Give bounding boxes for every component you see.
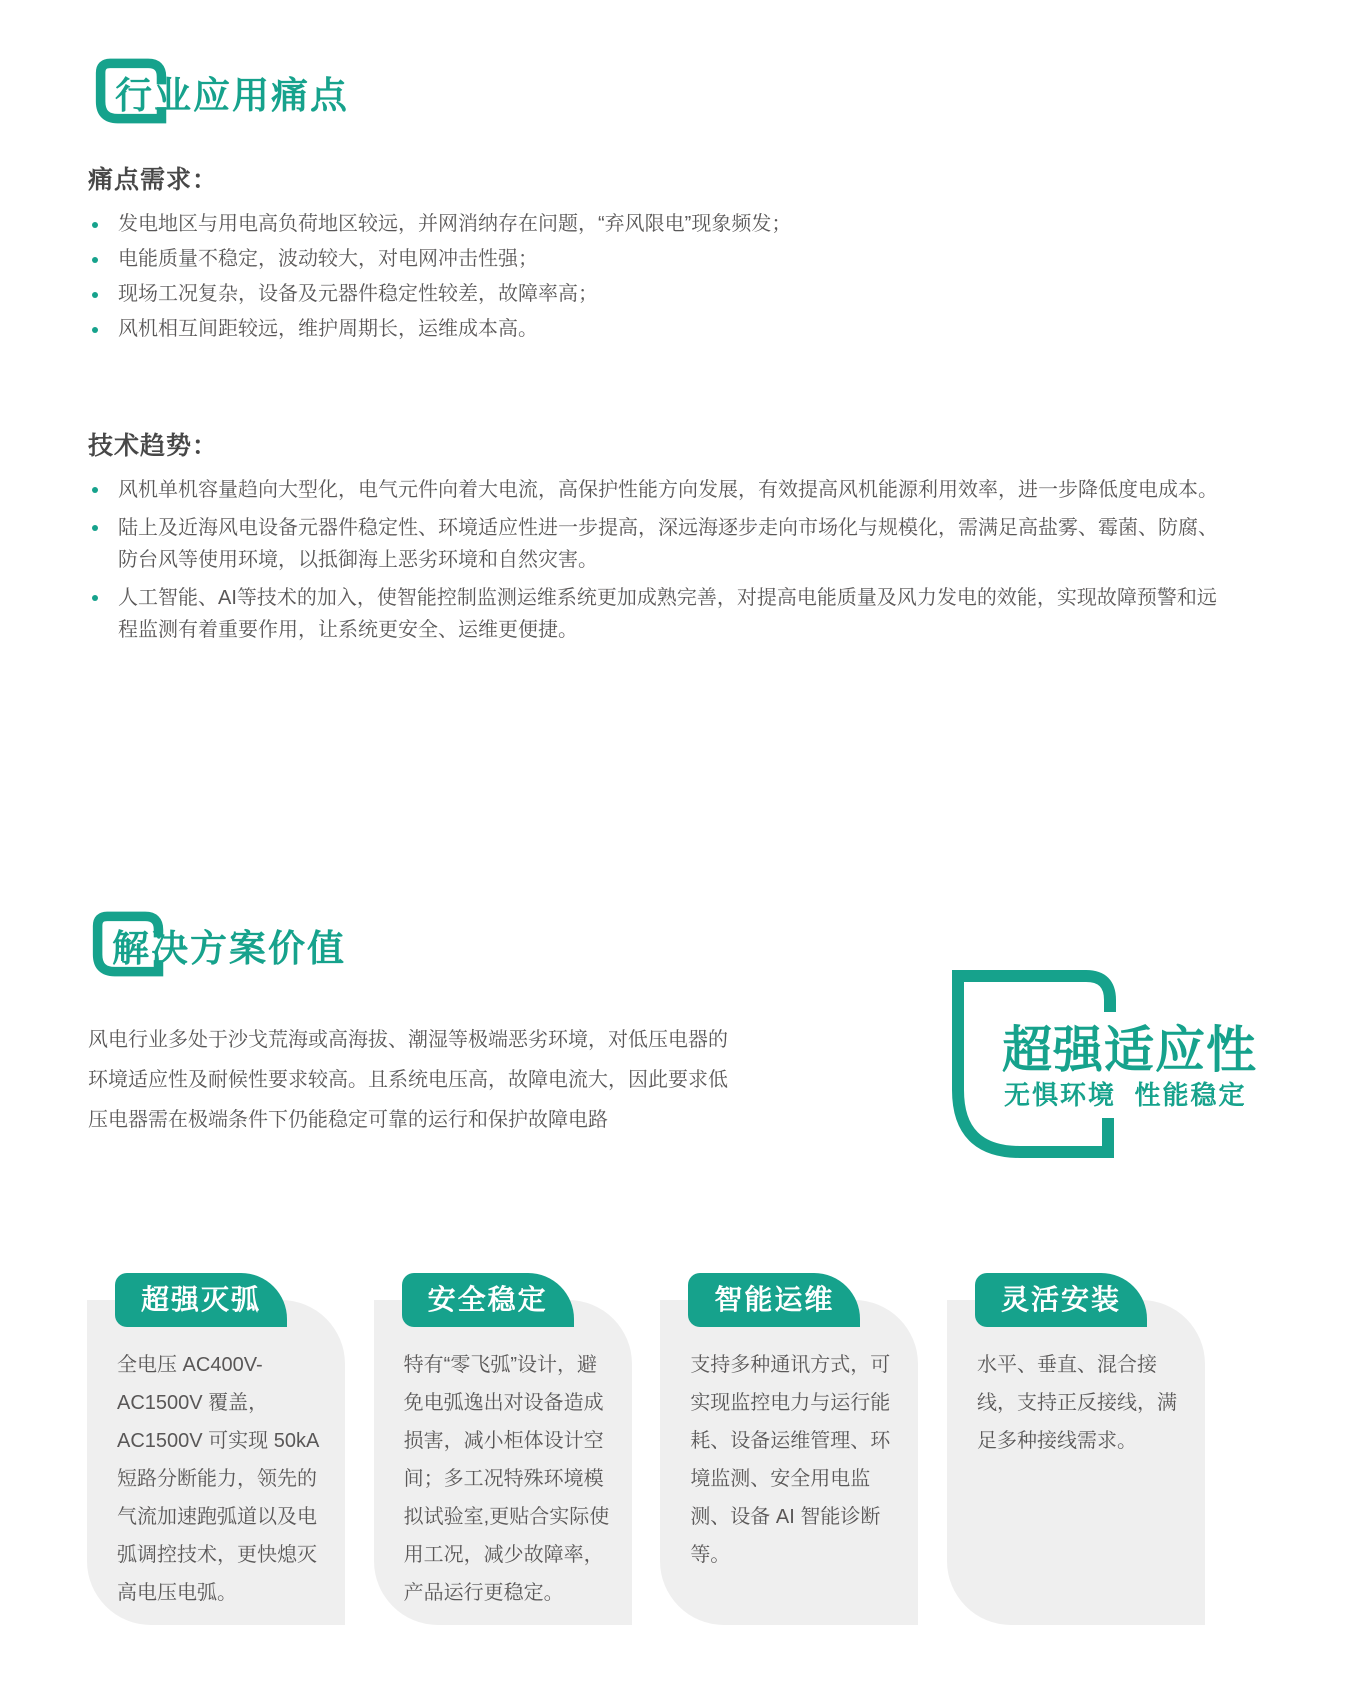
feature-card-title: 智能运维 bbox=[688, 1273, 860, 1327]
solution-section-title: 解决方案价值 bbox=[112, 928, 346, 969]
badge-title: 超强适应性 bbox=[1002, 1022, 1257, 1078]
list-item-text: 电能质量不稳定，波动较大，对电网冲击性强； bbox=[118, 248, 538, 270]
feature-card bbox=[87, 1273, 345, 1653]
needs-heading: 痛点需求： bbox=[88, 166, 219, 194]
feature-card-title: 安全稳定 bbox=[402, 1273, 574, 1327]
feature-card-body: 全电压 AC400V-AC1500V 覆盖，AC1500V 可实现 50kA 短路分断能力，领先的气流加速跑弧道以及电弧调控技术，更快熄灭高电压电弧。 bbox=[87, 1300, 345, 1625]
feature-card-body: 水平、垂直、混合接线，支持正反接线，满足多种接线需求。 bbox=[947, 1300, 1205, 1625]
solution-paragraph: 风电行业多处于沙戈荒海或高海拔、潮湿等极端恶劣环境，对低压电器的环境适应性及耐候性要求较高。且系统电压高，故障电流大，因此要求低压电器需在极端条件下仍能稳定可靠的运行和保护故障电路 bbox=[88, 1029, 728, 1131]
list-item-text: 现场工况复杂，设备及元器件稳定性较差，故障率高； bbox=[118, 283, 598, 305]
list-item-text: 陆上及近海风电设备元器件稳定性、环境适应性进一步提高，深远海逐步走向市场化与规模化，需满足高盐雾、霉菌、防腐、防台风等使用环境，以抵御海上恶劣环境和自然灾害。 bbox=[118, 517, 1218, 571]
list-item-text: 人工智能、AI等技术的加入，使智能控制监测运维系统更加成熟完善，对提高电能质量及风力发电的效能，实现故障预警和远程监测有着重要作用，让系统更安全、运维更便捷。 bbox=[118, 587, 1217, 641]
trends-list bbox=[88, 474, 1218, 652]
bullet-dot-icon bbox=[92, 257, 98, 263]
trends-heading: 技术趋势： bbox=[88, 432, 219, 460]
feature-card-title: 灵活安装 bbox=[975, 1273, 1147, 1327]
list-item bbox=[88, 582, 1218, 646]
pain-section-title: 行业应用痛点 bbox=[115, 75, 349, 116]
feature-card-body: 特有“零飞弧”设计，避免电弧逸出对设备造成损害，减小柜体设计空间；多工况特殊环境模拟试验室,更贴合实际使用工况，减少故障率，产品运行更稳定。 bbox=[374, 1300, 632, 1625]
bullet-dot-icon bbox=[92, 292, 98, 298]
bullet-dot-icon bbox=[92, 327, 98, 333]
list-item bbox=[88, 512, 1218, 576]
feature-card-body: 支持多种通讯方式，可实现监控电力与运行能耗、设备运维管理、环境监测、安全用电监测、设备 AI 智能诊断等。 bbox=[660, 1300, 918, 1625]
feature-card bbox=[660, 1273, 918, 1653]
adaptability-badge bbox=[950, 963, 1270, 1173]
bullet-dot-icon bbox=[92, 595, 98, 601]
list-item bbox=[88, 312, 1218, 347]
list-item bbox=[88, 474, 1218, 506]
list-item bbox=[88, 242, 1218, 277]
badge-subtitle: 无惧环境 性能稳定 bbox=[1004, 1080, 1247, 1110]
feature-card bbox=[374, 1273, 632, 1653]
feature-card-title: 超强灭弧 bbox=[115, 1273, 287, 1327]
list-item-text: 风机单机容量趋向大型化，电气元件向着大电流，高保护性能方向发展，有效提高风机能源利用效率，进一步降低度电成本。 bbox=[118, 479, 1218, 501]
feature-cards bbox=[87, 1273, 1205, 1653]
bullet-dot-icon bbox=[92, 525, 98, 531]
bullet-dot-icon bbox=[92, 222, 98, 228]
bullet-dot-icon bbox=[92, 487, 98, 493]
list-item bbox=[88, 207, 1218, 242]
needs-list bbox=[88, 207, 1218, 347]
feature-card bbox=[947, 1273, 1205, 1653]
list-item-text: 风机相互间距较远，维护周期长，运维成本高。 bbox=[118, 318, 538, 340]
list-item-text: 发电地区与用电高负荷地区较远，并网消纳存在问题，“弃风限电”现象频发； bbox=[118, 213, 792, 235]
list-item bbox=[88, 277, 1218, 312]
